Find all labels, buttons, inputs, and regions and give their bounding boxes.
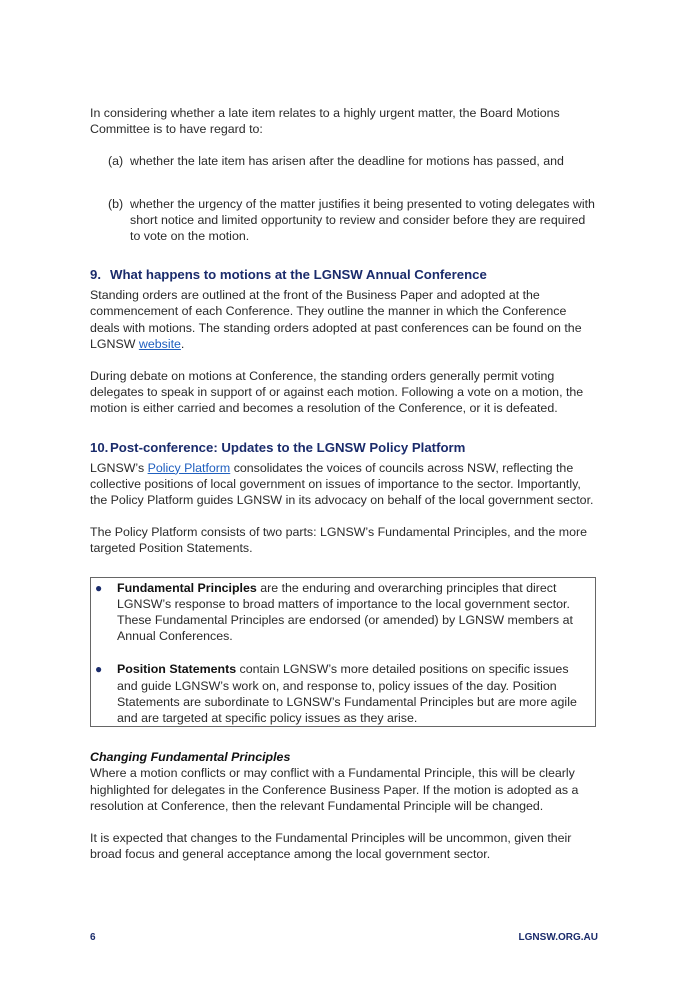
- bullet-term: Fundamental Principles: [117, 580, 257, 595]
- bullet-term: Position Statements: [117, 662, 237, 677]
- criteria-label: (b): [108, 196, 124, 211]
- policy-parts-box: [90, 577, 596, 728]
- bullet-fundamental-principles: [95, 580, 587, 645]
- bullet-description: contain LGNSW’s more detailed positions on specific issues and guide LGNSW’s work on, and response to, policy issues of the day. Position Statements are subordinate to LGNSW’s Fundamental Principles but are more agile and are targeted at specific policy issues as they arise.: [117, 662, 577, 726]
- section-9-paragraph-2: During debate on motions at Conference, the standing orders generally permit voting delegates to speak in support of or against each motion. Following a vote on a motion, the motion is either carried and becomes a resolution of the Conference, or it is defeated.: [90, 369, 584, 416]
- section-9-paragraph-1: [90, 287, 598, 352]
- section-number: 9.: [90, 267, 101, 283]
- bullet-description: are the enduring and overarching principles that direct LGNSW’s response to broad matters of importance to the local government sector. These Fundamental Principles are endorsed (or amended) by LGNSW members at Annual Conferences.: [117, 580, 573, 644]
- section-9-heading: [90, 266, 598, 283]
- section-10-paragraph-1: [90, 460, 598, 509]
- text-span: .: [180, 336, 185, 351]
- page-footer: [90, 932, 598, 943]
- changing-principles-heading: Changing Fundamental Principles: [90, 750, 291, 765]
- changing-paragraph-1: Where a motion conflicts or may conflict with a Fundamental Principle, this will be clearly highlighted for delegates in the Conference Business Paper. If the motion is adopted as a resolution at Conference, then the relevant Fundamental Principle will be changed.: [90, 766, 579, 813]
- section-title: What happens to motions at the LGNSW Annual Conference: [110, 267, 487, 283]
- policy-platform-link[interactable]: Policy Platform: [147, 460, 231, 475]
- section-10-paragraph-2: The Policy Platform consists of two parts: LGNSW’s Fundamental Principles, and the more targeted Position Statements.: [90, 525, 587, 556]
- footer-site: LGNSW.ORG.AU: [518, 932, 598, 943]
- criteria-label: (a): [108, 154, 124, 169]
- intro-paragraph: In considering whether a late item relates to a highly urgent matter, the Board Motions Committee is to have regard to:: [90, 106, 560, 137]
- changing-paragraph-2: It is expected that changes to the Fundamental Principles will be uncommon, given their broad focus and general acceptance among the local government sector.: [90, 831, 572, 862]
- section-number: 10.: [90, 439, 109, 455]
- bullet-icon: ●: [95, 662, 103, 677]
- page-number: 6: [90, 932, 96, 943]
- text-span: consolidates the voices of councils across NSW, reflecting the collective positions of local government on issues of importance to the sector. Importantly, the Policy Platform guides LGNSW in its advocacy on behalf of the local government sector.: [90, 460, 594, 508]
- bullet-text: [117, 661, 587, 726]
- document-body: [90, 105, 598, 863]
- text-span: LGNSW’s: [90, 460, 148, 475]
- bullet-position-statements: [95, 661, 587, 726]
- bullet-text: [117, 580, 587, 645]
- criteria-text: whether the late item has arisen after the deadline for motions has passed, and: [130, 154, 564, 169]
- section-title: Post-conference: Updates to the LGNSW Policy Platform: [110, 439, 466, 455]
- text-span: Standing orders are outlined at the front of the Business Paper and adopted at the commencement of each Conference. They outline the manner in which the Conference deals with motions. The standing orders adopted at past conferences can be found on the LGNSW: [90, 288, 582, 351]
- bullet-icon: ●: [95, 580, 103, 595]
- criteria-item-b: [108, 196, 598, 245]
- section-10-heading: [90, 439, 598, 456]
- criteria-item-a: [108, 153, 598, 169]
- criteria-text: whether the urgency of the matter justifies it being presented to voting delegates with short notice and limited opportunity to review and consider before they are required to vote on the motion.: [130, 196, 595, 244]
- website-link[interactable]: website: [138, 336, 181, 351]
